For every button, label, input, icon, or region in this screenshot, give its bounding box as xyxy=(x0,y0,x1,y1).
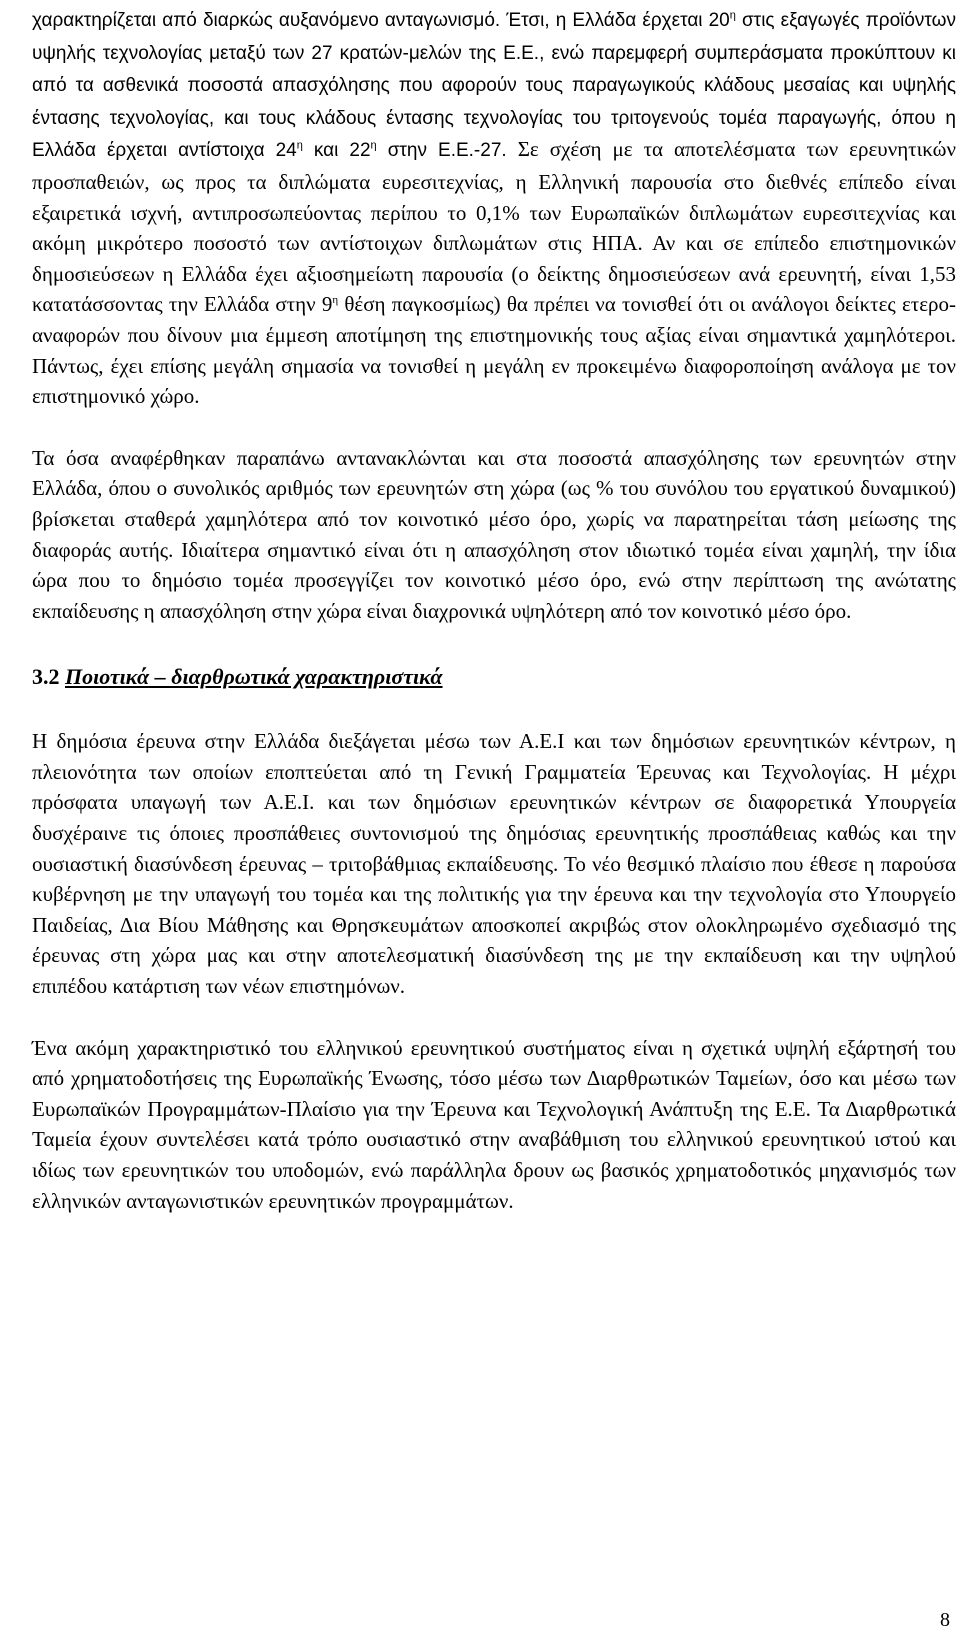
paragraph-1-text-e: Σε σχέση με τα αποτελέσματα των ερευνητικών προσπαθειών, ως προς τα διπλώματα ευρεσιτεχνίας, η Ελληνική παρουσία στο διεθνές επίπεδο είναι εξαιρετικά ισχνή, αντιπροσωπεύοντας περίπου το 0,1% των Ευρωπαϊκών διπλωμάτων ευρεσιτεχνίας και ακόμη μικρότερο ποσοστό των αντίστοιχων διπλωμάτων στις ΗΠΑ. Αν και σε επίπεδο επιστημονικών δημοσιεύσεων η Ελλάδα έχει αξιοσημείωτη παρουσία (ο δείκτης δημοσιεύσεων ανά ερευνητή, είναι 1,53 κατατάσσοντας την Ελλάδα στην 9 xyxy=(32,137,956,317)
paragraph-1-text-c: και 22 xyxy=(302,140,371,162)
paragraph-1-text-a: χαρακτηρίζεται από διαρκώς αυξανόμενο ανταγωνισμό. Έτσι, η Ελλάδα έρχεται 20 xyxy=(32,10,730,31)
paragraph-1-text-f: θέση παγκοσμίως) θα πρέπει να τονισθεί ότι οι ανάλογοι δείκτες ετερο-αναφορών που δίνουν μια έμμεση αποτίμηση της επιστημονικής τους αξίας είναι σημαντικά χαμηλότεροι. Πάντως, έχει επίσης μεγάλη σημασία να τονισθεί η μεγάλη εν προκειμένω διαφοροποίηση ανάλογα με τον επιστημονικό χώρο. xyxy=(32,292,956,409)
section-title: Ποιοτικά – διαρθρωτικά χαρακτηριστικά xyxy=(65,664,443,690)
paragraph-3: Η δημόσια έρευνα στην Ελλάδα διεξάγεται μέσω των Α.Ε.Ι και των δημόσιων ερευνητικών κέντρων, η πλειονότητα των οποίων εποπτεύεται από τη Γενική Γραμματεία Έρευνας και Τεχνολογίας. Η μέχρι πρόσφατα υπαγωγή των Α.Ε.Ι. και των δημόσιων ερευνητικών κέντρων σε διαφορετικά Υπουργεία δυσχέραινε τις όποιες προσπάθειες συντονισμού της δημόσιας ερευνητικής προσπάθειας καθώς και την ουσιαστική διασύνδεση έρευνας – τριτοβάθμιας εκπαίδευσης. Το νέο θεσμικό πλαίσιο που έθεσε η παρούσα κυβέρνηση με την υπαγωγή του τομέα και της πολιτικής για την έρευνα και την τεχνολογία στο Υπουργείο Παιδείας, Δια Βίου Μάθησης και Θρησκευμάτων αποσκοπεί ακριβώς στον ολοκληρωμένο σχεδιασμό της έρευνας στη χώρα μας και στην αποτελεσματική διασύνδεση της με την εκπαίδευση και την υψηλού επιπέδου κατάρτιση των νέων επιστημόνων. xyxy=(32,729,956,999)
ordinal-superscript: η xyxy=(332,294,339,307)
page-number: 8 xyxy=(940,1609,950,1631)
section-number: 3.2 xyxy=(32,664,60,690)
paragraph-1 xyxy=(32,4,956,412)
ordinal-superscript: η xyxy=(729,9,736,22)
ordinal-superscript: η xyxy=(296,140,303,153)
document-page xyxy=(32,4,956,1216)
paragraph-4: Ένα ακόμη χαρακτηριστικό του ελληνικού ερευνητικού συστήματος είναι η σχετικά υψηλή εξάρτησή του από χρηματοδοτήσεις της Ευρωπαϊκής Ένωσης, τόσο μέσω των Διαρθρωτικών Ταμείων, όσο και μέσω των Ευρωπαϊκών Προγραμμάτων-Πλαίσιο για την Έρευνα και Τεχνολογική Ανάπτυξη της Ε.Ε. Τα Διαρθρωτικά Ταμεία έχουν συντελέσει κατά τρόπο ουσιαστικό στην αναβάθμιση του ελληνικού ερευνητικού ιστού και ιδίως των ερευνητικών του υποδομών, ενώ παράλληλα δρουν ως βασικός χρηματοδοτικός μηχανισμός των ελληνικών ανταγωνιστικών ερευνητικών προγραμμάτων. xyxy=(32,1035,956,1213)
section-heading xyxy=(32,662,956,692)
paragraph-1-text-b: στις εξαγωγές προϊόντων υψηλής τεχνολογίας μεταξύ των 27 κρατών-μελών της Ε.Ε., ενώ παρεμφερή συμπεράσματα προκύπτουν κι από τα ασθενικά ποσοστά απασχόλησης που αφορούν τους παραγωγικούς κλάδους μεσαίας και υψηλής έντασης τεχνολογίας, και τους κλάδους έντασης τεχνολογίας του τριτογενούς τομέα παραγωγής, όπου η Ελλάδα έρχεται αντίστοιχα 24 xyxy=(32,10,956,162)
paragraph-1-text-d: στην Ε.Ε.-27. xyxy=(376,140,518,162)
ordinal-superscript: η xyxy=(370,140,377,153)
paragraph-2: Τα όσα αναφέρθηκαν παραπάνω αντανακλώνται και στα ποσοστά απασχόλησης των ερευνητών στην Ελλάδα, όπου ο συνολικός αριθμός των ερευνητών στη χώρα (ως % του συνόλου του εργατικού δυναμικού) βρίσκεται σταθερά χαμηλότερα από τον κοινοτικό μέσο όρο, χωρίς να παρατηρείται τάση μείωσης της διαφοράς αυτής. Ιδιαίτερα σημαντικό είναι ότι η απασχόληση στον ιδιωτικό τομέα είναι χαμηλή, την ίδια ώρα που το δημόσιο τομέα προσεγγίζει τον κοινοτικό μέσο όρο, ενώ στην περίπτωση της ανώτατης εκπαίδευσης η απασχόληση στην χώρα είναι διαχρονικά υψηλότερη από τον κοινοτικό μέσο όρο. xyxy=(32,445,956,623)
